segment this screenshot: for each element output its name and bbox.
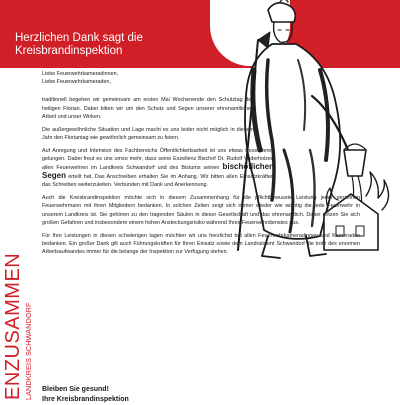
page-title-line2: Kreisbrandinspektion [15, 45, 123, 57]
letter-greeting [42, 70, 386, 86]
paragraph-5: Für Ihre Leistungen in diesen schwierigen tagen möchten wir uns herzlichst bei allen Feuerwehrkameradinnen und Kameraden bedanken. Ein großer Dank gilt auch Führungskräften für Ihren Einsatz sowie dem Landratsamt Schwandorf die trotz des enormen Arbeitsaufwandes immer für die belange der Inspektion zur Verfügung stehen. [42, 232, 360, 256]
zusammen-logo-word [2, 252, 24, 400]
paragraph-3-end: erteilt hat. Das Anschreiben erhalten Sie im Anhang. Wir bitten allen Einsatzkräften das Schreiben weiterzuleiten. Verbunden mit Dank und Anerkennung. [42, 174, 274, 189]
zusammen-logo [2, 252, 37, 400]
paragraph-3 [42, 147, 274, 190]
page-title [15, 32, 205, 58]
letter-closing [42, 385, 129, 405]
letter-body [42, 70, 386, 261]
greeting-line1: Liebe Feuerwehrkameradinnen, [42, 71, 119, 77]
greeting-line2: Liebe Feuerwehrkameraden, [42, 79, 111, 86]
zusammen-logo-main: ZUSAMMEN [2, 252, 24, 372]
page-title-line1: Herzlichen Dank sagt die [15, 32, 143, 44]
closing-line2: Ihre Kreisbrandinspektion [42, 396, 129, 403]
zusammen-logo-text [2, 252, 33, 400]
paragraph-4: Auch die Kreisbrandinspektion möchte sich in diesem Zusammenhang für die pflichtbewusste Leistung jeder einzelnen Feuerwehrmann mit Ihren Mitgliedern bedanken. In solchen Zeiten zeigt sich immer wieder wie wichtig die jede Feuerwehr in unserem Landkreis ist. Sie gehören zu den tragenden Säulen in dieser Gesellschaft und das ehrenamtlich. Dabei setzen Sie sich großen Gefahren und insbesondere einem hohen Ansteckungsrisiko während Ihres Feuerwehrdienstes aus. [42, 195, 360, 226]
zusammen-logo-subline: LANDKREIS SCHWANDORF [24, 302, 33, 400]
zusammen-logo-prefix: EN [2, 371, 24, 400]
paragraph-1: traditionell begehen wir gemeinsam am ersten Mai Wochenende den Schutztag des heiligen Florian. Dabei bitten wir um den Schutz und Segen unserer ehrenamtlichen Arbeit und unser Wirken. [42, 97, 254, 120]
paragraph-2: Die außergewöhnliche Situation und Lage macht es uns leider nicht möglich in diesem Jahr den Floriantag wie gewöhnlich gemeinsam zu feiern. [42, 126, 254, 141]
paragraph-3-emphasis: bischöflichen Segen [42, 162, 275, 181]
paragraph-3-start: Auf Anregung und Intension des Fachbereichs Öffentlichkeitsarbeit ist uns etwas Besonderes gelungen. Dabei freut es uns umso mehr, dass seine Exzellenz Bischof Dr. Rudolf Voderholzer, allen Feuerwehren im Landkreis Schwandorf und des Bistums seinen [42, 147, 274, 172]
closing-line1: Bleiben Sie gesund! [42, 386, 109, 393]
